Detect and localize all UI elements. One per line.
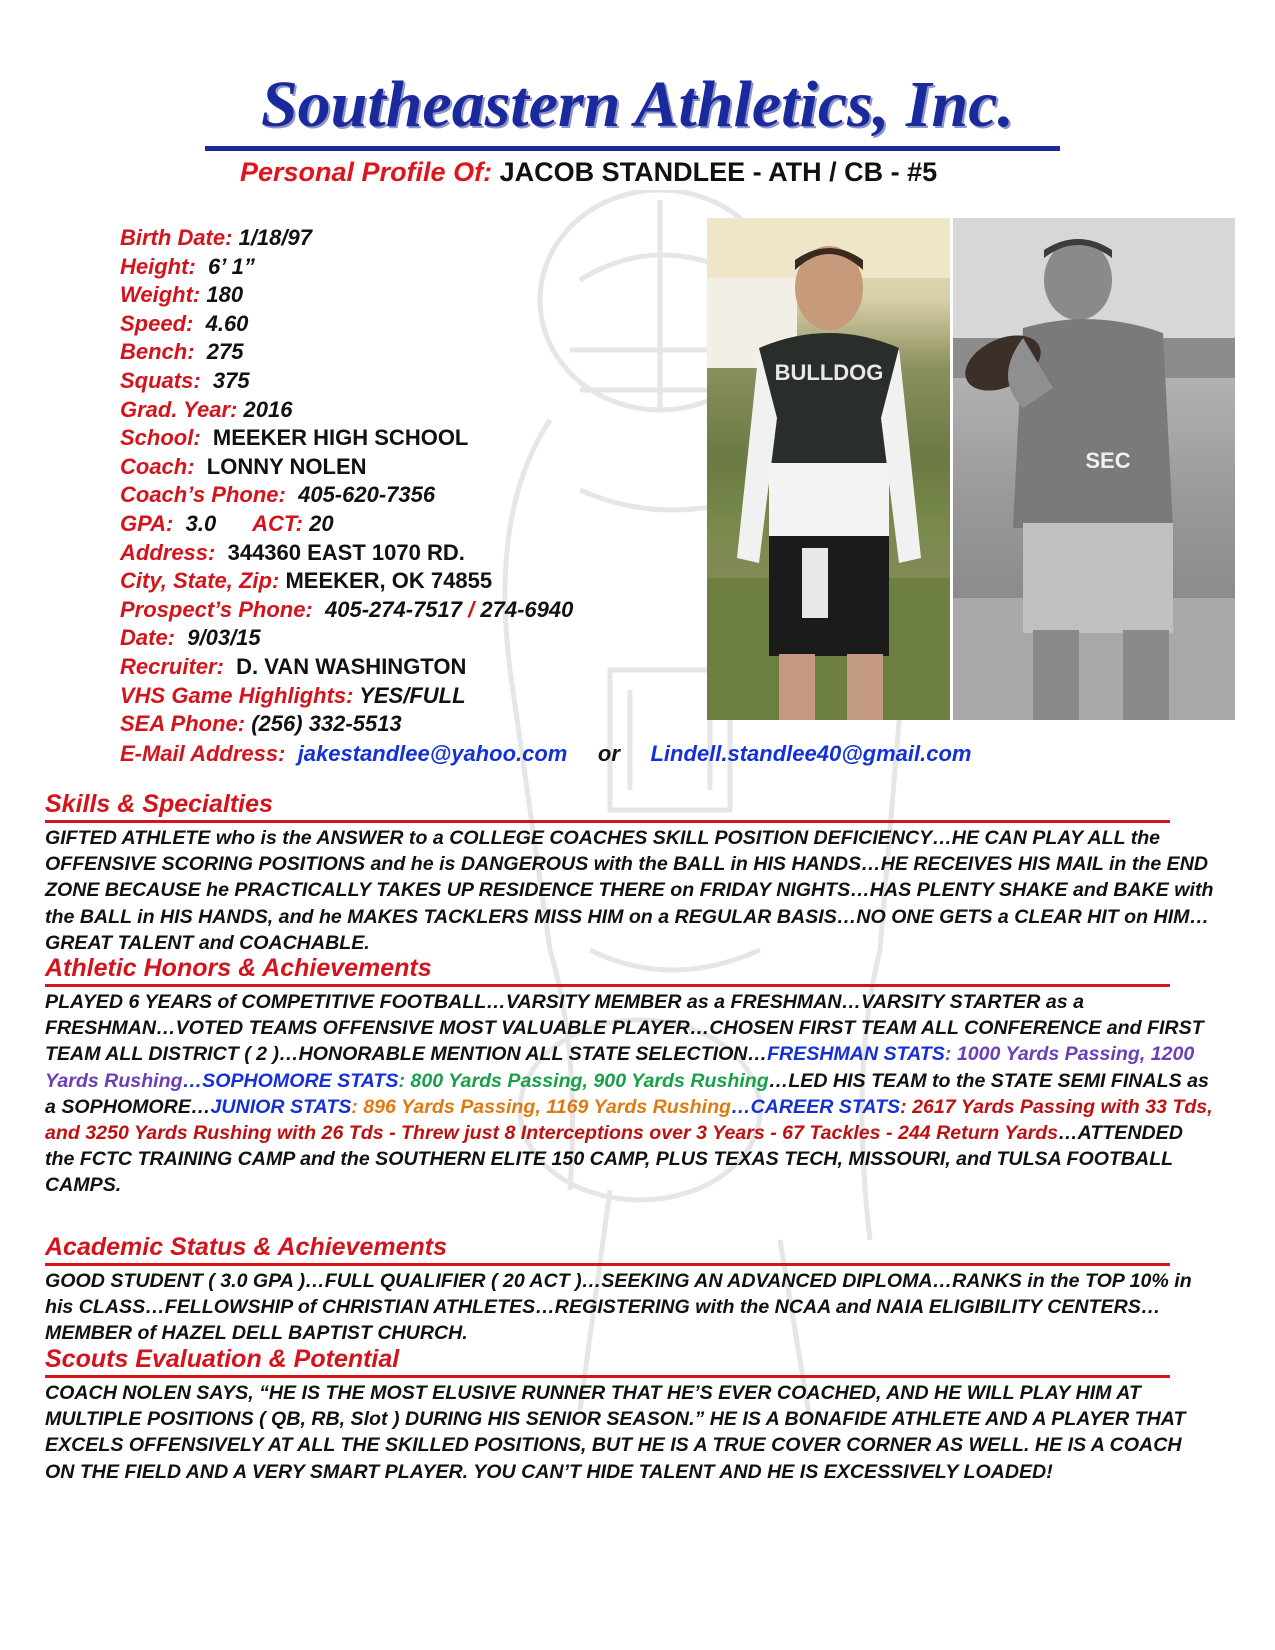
field-label: Height: [120,253,196,279]
jersey-text: BULLDOG [774,360,884,385]
field-prospect-phone [120,596,573,625]
email-or: or [597,741,620,766]
honors-body [45,989,1215,1199]
field-recruiter [120,653,573,682]
field-value: D. VAN WASHINGTON [236,653,467,679]
field-label: Prospect’s Phone: [120,596,313,622]
field-value: 275 [206,339,244,365]
email-link-primary[interactable]: jakestandlee@yahoo.com [297,741,568,766]
field-label: Grad. Year: [120,396,238,422]
sophomore-stats-label: …SOPHOMORE STATS [182,1069,399,1092]
skills-heading: Skills & Specialties [45,790,273,818]
academic-body: GOOD STUDENT ( 3.0 GPA )…FULL QUALIFIER ( 20 ACT )…SEEKING AN ADVANCED DIPLOMA…RANKS in the TOP 10% in his CLASS…FELLOWSHIP of CHRISTIAN ATHLETES…REGISTERING with the NCAA and NAIA ELIGIBILITY CENTERS…MEMBER of HAZEL DELL BAPTIST CHURCH. [45,1270,1192,1345]
gpa-value: 3.0 [185,510,217,536]
field-coach [120,453,573,482]
field-value: 405-274-7517 [325,596,463,622]
academic-rule [45,1263,1170,1266]
field-squats [120,367,573,396]
junior-stats-value: : 896 Yards Passing, 1169 Yards Rushing [351,1095,732,1118]
freshman-stats-label: FRESHMAN STATS [767,1043,945,1066]
honors-text: PLAYED 6 YEARS of COMPETITIVE FOOTBALL…VARSITY MEMBER as a FRESHMAN…VARSITY STARTER as a FRESHMAN…VOTED TEAMS OFFENSIVE MOST VALUABLE PLAYER…CHOSEN FIRST TEAM ALL CONFERENCE and FIRST TEAM ALL DISTRICT ( 2 )…HONORABLE MENTION ALL STATE SELECTION… [45,991,1204,1066]
field-date [120,624,573,653]
skills-rule [45,820,1170,823]
field-label: School: [120,425,201,451]
field-value: MEEKER HIGH SCHOOL [212,425,469,451]
field-value: 6’ 1” [208,253,255,279]
skills-body: GIFTED ATHLETE who is the ANSWER to a COLLEGE COACHES SKILL POSITION DEFICIENCY…HE CAN PLAY ALL the OFFENSIVE SCORING POSITIONS and he is DANGEROUS with the BALL in HIS HANDS…HE RECEIVES HIS MAIL in the END ZONE BECAUSE he PRACTICALLY TAKES UP RESIDENCE THERE on FRIDAY NIGHTS…HAS PLENTY SHAKE and BAKE with the BALL in HIS HANDS, and he MAKES TACKLERS MISS HIM on a REGULAR BASIS…NO ONE GETS a CLEAR HIT on HIM…GREAT TALENT and COACHABLE. [45,827,1214,954]
field-value: MEEKER, OK 74855 [285,568,493,594]
gpa-label: GPA: [120,510,174,536]
email-row [120,741,971,767]
field-height [120,253,573,282]
field-label: Coach’s Phone: [120,482,286,508]
honors-text: …ATTENDED the FCTC TRAINING CAMP and the SOUTHERN ELITE 150 CAMP, PLUS TEXAS TECH, MISSOURI, and TULSA FOOTBALL CAMPS. [45,1122,1183,1197]
field-value: LONNY NOLEN [206,453,367,479]
email-label: E-Mail Address: [120,741,286,766]
field-value: 375 [212,367,250,393]
field-label: City, State, Zip: [120,568,280,594]
honors-heading: Athletic Honors & Achievements [45,954,432,982]
field-vhs-highlights [120,682,573,711]
profile-heading [240,157,937,188]
honors-text: …LED HIS TEAM to the STATE SEMI FINALS as a SOPHOMORE… [45,1069,1209,1118]
field-label: Squats: [120,367,201,393]
field-value: 2016 [243,396,293,422]
field-label: Speed: [120,310,194,336]
field-address [120,539,573,568]
profile-label: Personal Profile Of: [240,157,493,187]
title-underline [205,146,1060,151]
athlete-throwing-illustration [953,218,1235,720]
sophomore-stats-value: : 800 Yards Passing, 900 Yards Rushing [398,1069,769,1092]
career-stats-label: …CAREER STATS [731,1095,901,1118]
scouts-body: COACH NOLEN SAYS, “HE IS THE MOST ELUSIVE RUNNER THAT HE’S EVER COACHED, AND HE WILL PLAY HIM AT MULTIPLE POSITIONS ( QB, RB, Slot ) DURING HIS SENIOR SEASON.” HE IS A BONAFIDE ATHLETE AND A PLAYER THAT EXCELS OFFENSIVELY AT ALL THE SKILLED POSITIONS, BUT HE IS A TRUE COVER CORNER AS WELL. HE IS A COACH ON THE FIELD AND A VERY SMART PLAYER. YOU CAN’T HIDE TALENT AND HE IS EXCESSIVELY LOADED! [45,1382,1186,1483]
field-label: Address: [120,539,216,565]
academic-heading: Academic Status & Achievements [45,1233,448,1261]
company-title: Southeastern Athletics, Inc. [260,68,1015,141]
field-coach-phone [120,481,573,510]
career-stats-value: : 2617 Yards Passing with 33 Tds, and 3250 Yards Rushing with 26 Tds - Threw just 8 Interceptions over 3 Years - 67 Tackles - 244 Return Yards [45,1095,1213,1145]
freshman-stats-value: : 1000 Yards Passing, 1200 Yards Rushing [45,1043,1195,1092]
field-value: (256) 332-5513 [251,711,402,737]
field-value: 1/18/97 [238,225,312,250]
field-label: Date: [120,625,176,651]
field-value: 9/03/15 [187,625,261,651]
field-grad-year [120,396,573,425]
field-label: VHS Game Highlights: [120,682,354,708]
honors-rule [45,984,1170,987]
field-label: Coach: [120,453,195,479]
field-value: 344360 EAST 1070 RD. [227,539,465,565]
field-city-state-zip [120,567,573,596]
field-label: Birth Date: [120,225,233,250]
field-sea-phone [120,710,573,739]
field-value: 180 [206,282,244,308]
field-label: SEA Phone: [120,711,246,737]
field-speed [120,310,573,339]
act-label: ACT: [252,510,303,536]
field-label: Weight: [120,282,201,308]
field-value: YES/FULL [359,682,466,708]
field-gpa-act [120,510,573,539]
email-link-secondary[interactable]: Lindell.standlee40@gmail.com [650,741,972,766]
profile-name: JACOB STANDLEE - ATH / CB - #5 [499,157,938,187]
athlete-standing-illustration [707,218,950,720]
act-value: 20 [309,510,334,536]
field-bench [120,338,573,367]
phone-separator: / [468,596,475,622]
field-school [120,424,573,453]
shirt-text: SEC [1085,448,1131,473]
field-birth-date [120,224,573,253]
field-value: 274-6940 [480,596,574,622]
junior-stats-label: JUNIOR STATS [210,1095,352,1118]
field-value: 4.60 [205,310,249,336]
field-label: Bench: [120,339,195,365]
field-label: Recruiter: [120,653,224,679]
athlete-photo-standing [707,218,950,720]
field-value: 405-620-7356 [298,482,436,508]
athlete-photo-throwing [953,218,1235,720]
scouts-rule [45,1375,1170,1378]
scouts-heading: Scouts Evaluation & Potential [45,1345,400,1373]
profile-fields [120,224,573,739]
field-weight [120,281,573,310]
